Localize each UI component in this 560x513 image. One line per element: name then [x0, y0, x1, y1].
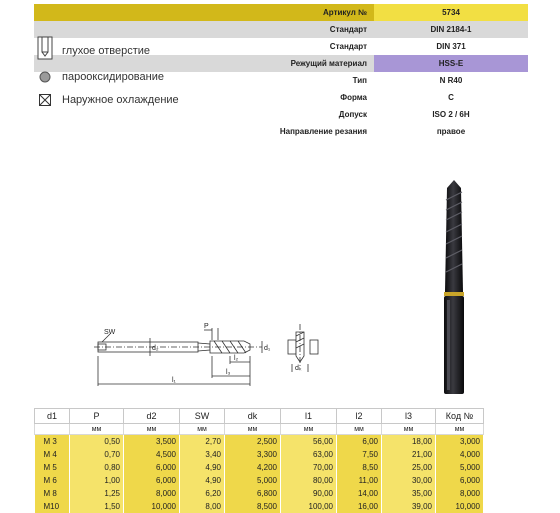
unit-cell [35, 424, 70, 435]
table-cell: 100,00 [281, 500, 337, 513]
tap-technical-drawing [92, 322, 332, 400]
table-cell: 35,00 [382, 487, 436, 500]
spec-row-article [34, 4, 528, 21]
table-header-row [35, 409, 484, 424]
table-cell: 4,500 [124, 448, 180, 461]
table-cell: 25,00 [382, 461, 436, 474]
spec-label: Допуск [34, 106, 374, 123]
column-header: l1 [281, 409, 337, 424]
table-cell: 7,50 [337, 448, 382, 461]
spec-value: C [374, 89, 528, 106]
table-cell: 5,000 [436, 461, 484, 474]
legend-label: глухое отверстие [62, 45, 151, 57]
spec-value: N R40 [374, 72, 528, 89]
spec-row-tolerance [34, 106, 528, 123]
column-header: d1 [35, 409, 70, 424]
table-cell: 16,00 [337, 500, 382, 513]
table-row [35, 435, 484, 449]
table-cell: 10,000 [124, 500, 180, 513]
label-sw: SW [104, 329, 116, 336]
table-row [35, 474, 484, 487]
table-cell: 0,80 [70, 461, 124, 474]
table-cell: 6,20 [180, 487, 225, 500]
blind-hole-icon [36, 36, 54, 60]
table-cell: 21,00 [382, 448, 436, 461]
table-cell: 14,00 [337, 487, 382, 500]
legend-label: парооксидирование [62, 71, 164, 83]
label-dk: dₖ [295, 365, 302, 372]
circle-icon [36, 71, 54, 83]
spec-label: Тип [34, 72, 374, 89]
table-cell: 3,000 [436, 435, 484, 449]
unit-cell: мм [436, 424, 484, 435]
table-cell: 3,500 [124, 435, 180, 449]
table-cell: 4,90 [180, 474, 225, 487]
table-cell: 90,00 [281, 487, 337, 500]
table-cell: 56,00 [281, 435, 337, 449]
spec-label: Стандарт [34, 21, 374, 38]
table-cell: 39,00 [382, 500, 436, 513]
unit-cell: мм [337, 424, 382, 435]
column-header: d2 [124, 409, 180, 424]
label-l1: l₁ [172, 377, 176, 384]
table-cell: 4,90 [180, 461, 225, 474]
unit-cell: мм [180, 424, 225, 435]
table-cell: 30,00 [382, 474, 436, 487]
column-header: l3 [382, 409, 436, 424]
table-cell: 8,000 [124, 487, 180, 500]
table-cell: 70,00 [281, 461, 337, 474]
table-cell: 3,40 [180, 448, 225, 461]
table-cell: 6,800 [225, 487, 281, 500]
label-p: P [204, 323, 209, 330]
spec-value: правое [374, 123, 528, 140]
thread-size-cell: M 6 [35, 474, 70, 487]
unit-cell: мм [281, 424, 337, 435]
table-row [35, 487, 484, 500]
legend-steam-oxidation [36, 71, 164, 83]
table-cell: 6,000 [124, 461, 180, 474]
spec-label: Артикул № [34, 4, 374, 21]
spec-row-direction [34, 123, 528, 140]
table-row [35, 461, 484, 474]
spec-value: DIN 371 [374, 38, 528, 55]
table-cell: 1,00 [70, 474, 124, 487]
column-header: SW [180, 409, 225, 424]
table-cell: 5,000 [225, 474, 281, 487]
unit-cell: мм [225, 424, 281, 435]
spec-label: Направление резания [34, 123, 374, 140]
unit-cell: мм [70, 424, 124, 435]
table-cell: 1,25 [70, 487, 124, 500]
label-l2: l₂ [234, 355, 239, 362]
table-cell: 8,00 [180, 500, 225, 513]
unit-cell: мм [124, 424, 180, 435]
label-l3: l₃ [226, 369, 231, 376]
table-cell: 1,50 [70, 500, 124, 513]
spec-value: HSS-E [374, 55, 528, 72]
legend-label: Наружное охлаждение [62, 94, 179, 106]
legend-external-cooling [36, 94, 179, 106]
table-cell: 8,50 [337, 461, 382, 474]
table-cell: 4,200 [225, 461, 281, 474]
spec-label: Стандарт [34, 38, 374, 55]
table-cell: 4,000 [436, 448, 484, 461]
label-d2: d₂ [152, 345, 159, 352]
table-row [35, 500, 484, 513]
thread-size-cell: M 8 [35, 487, 70, 500]
unit-cell: мм [382, 424, 436, 435]
table-cell: 63,00 [281, 448, 337, 461]
table-cell: 0,70 [70, 448, 124, 461]
table-cell: 10,000 [436, 500, 484, 513]
spec-label: Форма [34, 89, 374, 106]
legend-blind-hole [36, 36, 150, 60]
spec-value: 5734 [374, 4, 528, 21]
table-row [35, 448, 484, 461]
tap-product-image [432, 180, 476, 398]
column-header: Код № [436, 409, 484, 424]
cross-box-icon [36, 94, 54, 106]
spec-label: Режущий материал [34, 55, 374, 72]
table-cell: 6,000 [436, 474, 484, 487]
table-cell: 8,000 [436, 487, 484, 500]
spec-value: DIN 2184-1 [374, 21, 528, 38]
table-cell: 0,50 [70, 435, 124, 449]
table-cell: 6,000 [124, 474, 180, 487]
units-row [35, 424, 484, 435]
table-cell: 18,00 [382, 435, 436, 449]
table-cell: 80,00 [281, 474, 337, 487]
table-cell: 6,00 [337, 435, 382, 449]
table-cell: 2,500 [225, 435, 281, 449]
table-cell: 2,70 [180, 435, 225, 449]
column-header: P [70, 409, 124, 424]
column-header: l2 [337, 409, 382, 424]
column-header: dk [225, 409, 281, 424]
table-cell: 8,500 [225, 500, 281, 513]
thread-size-cell: M 4 [35, 448, 70, 461]
thread-size-cell: M 5 [35, 461, 70, 474]
label-d1: d₁ [264, 345, 271, 352]
dimension-table [34, 408, 484, 513]
table-cell: 11,00 [337, 474, 382, 487]
thread-size-cell: M10 [35, 500, 70, 513]
table-cell: 3,300 [225, 448, 281, 461]
thread-size-cell: M 3 [35, 435, 70, 449]
spec-value: ISO 2 / 6H [374, 106, 528, 123]
